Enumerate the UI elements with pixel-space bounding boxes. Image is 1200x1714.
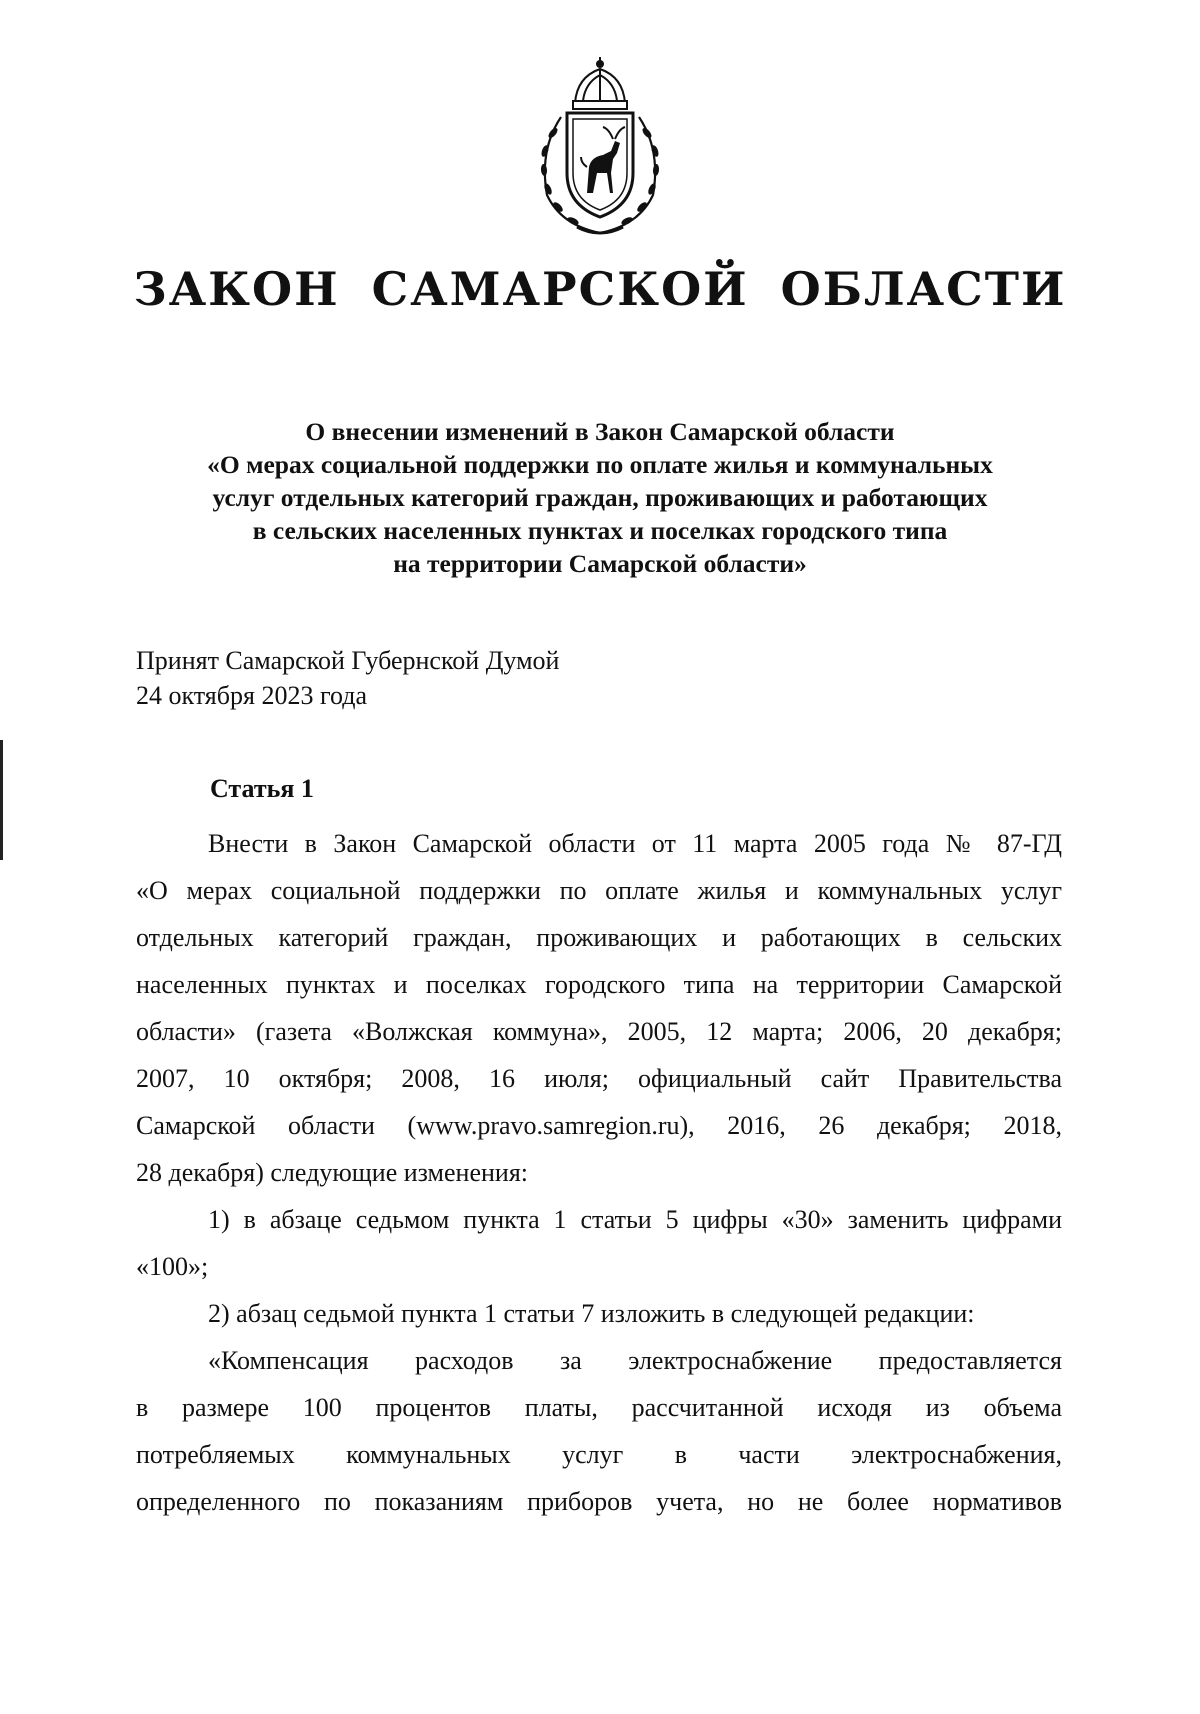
adoption-date: 24 октября 2023 года: [136, 681, 367, 710]
text-line: 2) абзац седьмой пункта 1 статьи 7 изложить в следующей редакции:: [208, 1299, 975, 1328]
paragraph: [136, 1337, 1062, 1525]
text-line: 2007, 10 октября; 2008, 16 июля; официальный сайт Правительства: [136, 1064, 1062, 1093]
text-line: Самарской области (www.pravo.samregion.ru), 2016, 26 декабря; 2018,: [136, 1111, 1062, 1140]
text-line: «Компенсация расходов за электроснабжение предоставляется: [208, 1346, 1062, 1375]
article-body: [136, 820, 1062, 1525]
paragraph: [136, 1196, 1062, 1290]
paragraph: [136, 1290, 1062, 1337]
text-line: 1) в абзаце седьмом пункта 1 статьи 5 цифры «30» заменить цифрами: [208, 1205, 1062, 1234]
article-heading: Статья 1: [210, 774, 314, 803]
text-line: области» (газета «Волжская коммуна», 2005, 12 марта; 2006, 20 декабря;: [136, 1017, 1062, 1046]
subject-line: в сельских населенных пунктах и поселках городского типа: [252, 516, 948, 545]
scan-edge-mark: [0, 740, 3, 860]
adoption-body: Принят Самарской Губернской Думой: [136, 646, 560, 675]
adoption-info: [136, 643, 559, 713]
text-line: определенного по показаниям приборов учета, но не более нормативов: [136, 1487, 1062, 1516]
text-line: отдельных категорий граждан, проживающих и работающих в сельских: [136, 923, 1062, 952]
text-line: «О мерах социальной поддержки по оплате жилья и коммунальных услуг: [136, 876, 1062, 905]
samara-oblast-coat-of-arms-icon: [525, 55, 675, 245]
subject-line: О внесении изменений в Закон Самарской области: [305, 417, 895, 446]
text-line: 28 декабря) следующие изменения:: [136, 1158, 529, 1187]
subject-line: на территории Самарской области»: [393, 549, 807, 578]
paragraph: [136, 820, 1062, 1196]
text-line: потребляемых коммунальных услуг в части электроснабжения,: [136, 1440, 1062, 1469]
law-subject: [100, 415, 1100, 580]
subject-line: услуг отдельных категорий граждан, проживающих и работающих: [212, 483, 988, 512]
text-line: в размере 100 процентов платы, рассчитанной исходя из объема: [136, 1393, 1062, 1422]
law-title: ЗАКОН САМАРСКОЙ ОБЛАСТИ: [133, 262, 1067, 316]
text-line: населенных пунктах и поселках городского типа на территории Самарской: [136, 970, 1062, 999]
text-line: «100»;: [136, 1252, 209, 1281]
subject-line: «О мерах социальной поддержки по оплате жилья и коммунальных: [207, 450, 993, 479]
text-line: Внести в Закон Самарской области от 11 марта 2005 года № 87-ГД: [208, 829, 1062, 858]
